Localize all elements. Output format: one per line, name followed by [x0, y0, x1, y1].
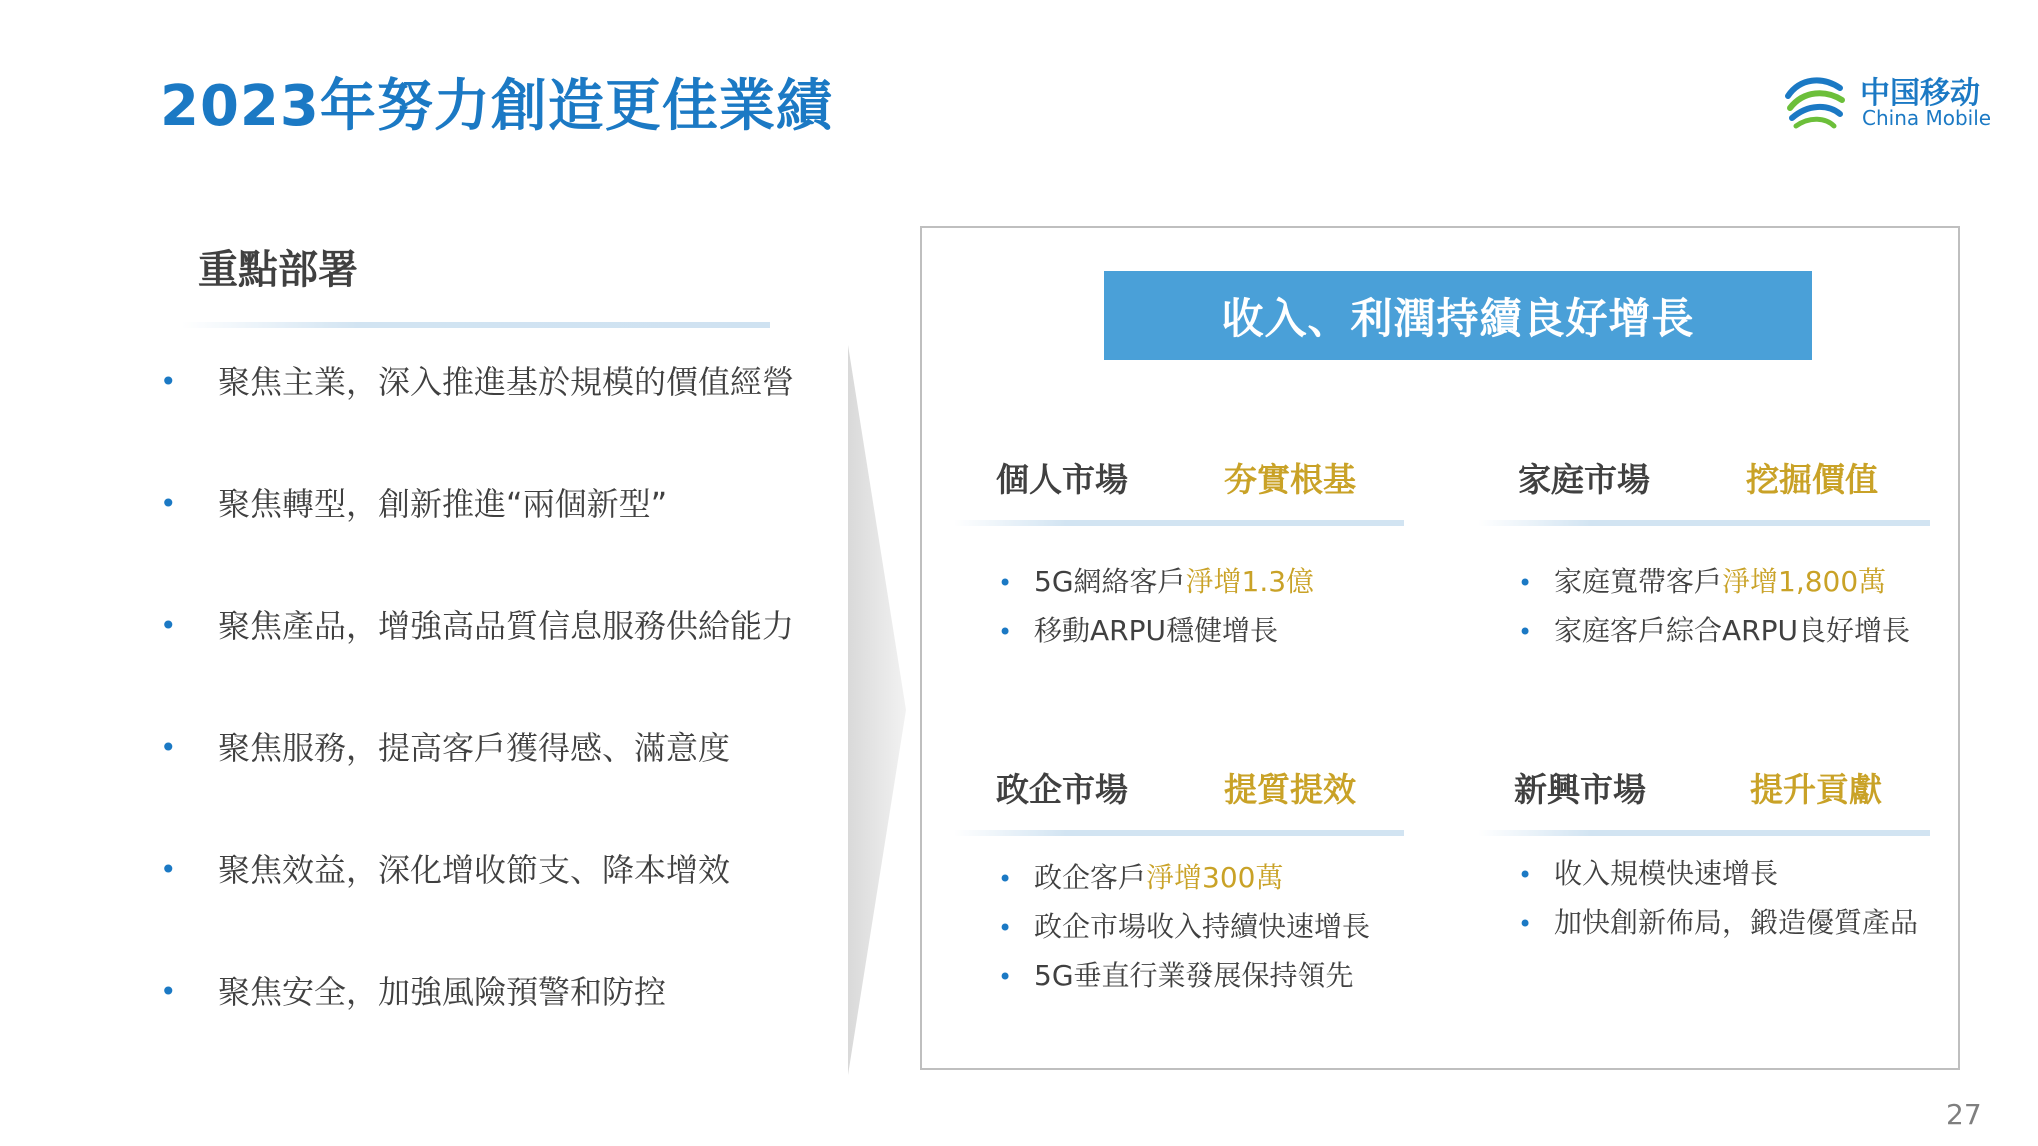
page-title: 2023年努力創造更佳業績 — [160, 74, 833, 139]
market-personal — [954, 454, 1404, 647]
market-enterprise — [954, 764, 1404, 1004]
focus-item-text: 聚焦主業，深入推進基於規模的價值經營 — [218, 363, 795, 401]
china-mobile-logo — [1782, 66, 1992, 138]
bullet-icon: • — [998, 914, 1013, 942]
bullet-icon: • — [160, 365, 177, 398]
market-bullets — [998, 858, 1370, 1005]
list-item: • 5G垂直行業發展保持領先 — [998, 956, 1370, 1005]
focus-item-text: 聚焦安全，加強風險預警和防控 — [218, 973, 667, 1011]
focus-item-text: 聚焦產品，增強高品質信息服務供給能力 — [218, 607, 795, 645]
list-item: • 收入規模快速增長 — [1518, 854, 1918, 903]
market-divider — [954, 830, 1404, 836]
market-name: 新興市場 — [1514, 770, 1646, 809]
market-emerging — [1478, 764, 1928, 964]
bullet-icon: • — [160, 609, 177, 642]
list-item: • 政企市場收入持續快速增長 — [998, 907, 1370, 956]
focus-list — [160, 362, 860, 1094]
logo-name-en: China Mobile — [1862, 106, 1992, 130]
bullet-icon: • — [160, 975, 177, 1008]
list-item: • 5G網絡客戶淨增1.3億 — [998, 562, 1314, 611]
bullet-icon: • — [1518, 569, 1533, 597]
bullet-icon: • — [998, 865, 1013, 893]
bullet-icon: • — [1518, 618, 1533, 646]
list-item: • 移動ARPU穩健增長 — [998, 611, 1314, 660]
logo-name-cn: 中国移动 — [1860, 76, 1980, 111]
highlight-value: 淨增1.3億 — [1185, 565, 1315, 598]
market-name: 家庭市場 — [1518, 460, 1650, 499]
market-tag: 提質提效 — [1224, 770, 1356, 809]
bullet-icon: • — [998, 963, 1013, 991]
highlight-value: 淨增300萬 — [1146, 861, 1284, 894]
focus-item — [160, 972, 860, 1094]
page-number: 27 — [1946, 1098, 1982, 1131]
focus-item-text: 聚焦效益，深化增收節支、降本增效 — [218, 851, 731, 889]
bullet-icon: • — [998, 569, 1013, 597]
market-tag: 夯實根基 — [1224, 460, 1356, 499]
bullet-icon: • — [1518, 910, 1533, 938]
market-name: 個人市場 — [996, 460, 1128, 499]
bullet-icon: • — [160, 731, 177, 764]
focus-item — [160, 362, 860, 484]
bullet-icon: • — [160, 487, 177, 520]
market-divider — [1478, 830, 1930, 836]
list-item: • 家庭客戶綜合ARPU良好增長 — [1518, 611, 1910, 660]
list-item: • 政企客戶淨增300萬 — [998, 858, 1370, 907]
market-bullets — [998, 562, 1314, 660]
bullet-icon: • — [998, 618, 1013, 646]
highlight-value: 淨增1,800萬 — [1722, 565, 1887, 598]
market-bullets — [1518, 562, 1910, 660]
focus-item — [160, 728, 860, 850]
market-tag: 提升貢獻 — [1750, 770, 1882, 809]
market-tag: 挖掘價值 — [1746, 460, 1878, 499]
bullet-icon: • — [160, 853, 177, 886]
list-item: • 家庭寬帶客戶淨增1,800萬 — [1518, 562, 1910, 611]
china-mobile-logo-icon — [1782, 68, 1848, 134]
market-home — [1478, 454, 1928, 647]
focus-divider — [182, 322, 770, 328]
results-banner: 收入、利潤持續良好增長 — [1104, 271, 1812, 360]
arrow-right-icon — [848, 345, 908, 1075]
market-divider — [1478, 520, 1930, 526]
focus-item — [160, 484, 860, 606]
focus-item-text: 聚焦服務，提高客戶獲得感、滿意度 — [218, 729, 731, 767]
bullet-icon: • — [1518, 861, 1533, 889]
focus-item-text: 聚焦轉型，創新推進“兩個新型” — [218, 485, 668, 523]
focus-item — [160, 606, 860, 728]
market-bullets — [1518, 854, 1918, 952]
market-name: 政企市場 — [996, 770, 1128, 809]
focus-item — [160, 850, 860, 972]
list-item: • 加快創新佈局，鍛造優質產品 — [1518, 903, 1918, 952]
market-divider — [954, 520, 1404, 526]
focus-heading: 重點部署 — [198, 247, 358, 293]
